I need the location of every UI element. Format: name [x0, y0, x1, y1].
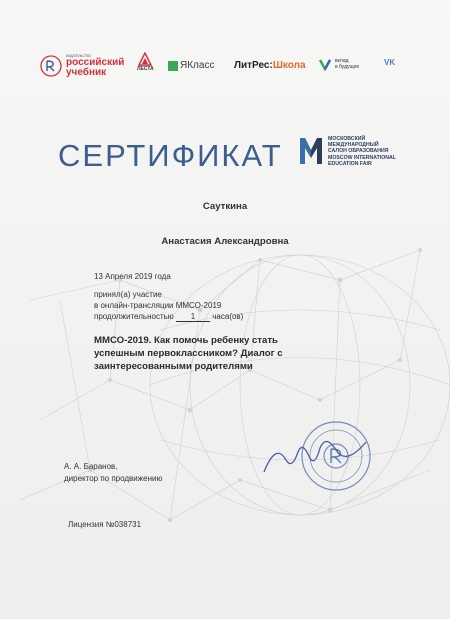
- duration-line: [94, 312, 243, 322]
- license-number: Лицензия №038731: [68, 520, 142, 529]
- participation-line-2: в онлайн-трансляции ММСО-2019: [94, 301, 222, 310]
- yaklass-logo: [168, 60, 214, 71]
- duration-value: 1: [176, 312, 210, 322]
- vklad-logo: [318, 57, 359, 71]
- yaklass-label: ЯКласс: [180, 60, 215, 71]
- lesta-icon: [138, 52, 152, 66]
- vk-logo: [384, 58, 395, 67]
- litres-logo: [234, 60, 306, 71]
- yaklass-icon: [168, 61, 178, 71]
- rossiysky-uchebnik-icon: [40, 55, 62, 77]
- event-date: 13 Апреля 2019 года: [94, 272, 171, 281]
- mmso-logo-icon: [299, 136, 323, 166]
- seal-icon: [302, 422, 370, 490]
- signature-and-seal: [256, 412, 386, 502]
- signer-block: [64, 461, 162, 485]
- event-title: ММСО-2019. Как помочь ребенку стать успешным первоклассником? Диалог с заинтересованными родителями: [94, 335, 283, 372]
- fair-line-1: МОСКОВСКИЙ: [328, 136, 366, 142]
- fair-line-3: САЛОН ОБРАЗОВАНИЯ: [328, 148, 389, 155]
- vklad-icon: [318, 57, 332, 71]
- lesta-label: ЛЕСТА: [137, 66, 154, 72]
- participation-line-1: принял(а) участие: [94, 290, 162, 299]
- partner-logos: [40, 52, 410, 82]
- vklad-line1: вклад: [335, 58, 349, 64]
- recipient-surname: Сауткина: [202, 201, 248, 212]
- litres-label-1: ЛитРес:: [234, 60, 273, 71]
- lesta-logo: [137, 52, 154, 72]
- vklad-line2: в будущее: [335, 64, 360, 70]
- litres-label-2: Школа: [272, 60, 306, 71]
- rossiysky-line1: российский: [66, 57, 125, 68]
- rossiysky-publisher-tag: ИЗДАТЕЛЬСТВО: [66, 54, 92, 58]
- duration-prefix: продолжительностью: [94, 312, 174, 321]
- signer-name: А. А. Баранов,: [64, 462, 118, 471]
- mmso-fair-name: [328, 136, 418, 167]
- certificate-title: СЕРТИФИКАТ: [58, 138, 283, 173]
- signer-role: директор по продвижению: [64, 474, 163, 483]
- duration-unit: часа(ов): [212, 312, 244, 321]
- handwritten-signature: [264, 441, 366, 472]
- recipient-given-names: Анастасия Александровна: [161, 236, 289, 247]
- rossiysky-uchebnik-logo: [40, 54, 124, 78]
- vk-icon: VK: [384, 58, 396, 67]
- fair-line-5: EDUCATION FAIR: [328, 160, 372, 167]
- fair-line-2: МЕЖДУНАРОДНЫЙ: [328, 142, 379, 149]
- rossiysky-line2: учебник: [66, 67, 107, 78]
- fair-line-4: MOSCOW INTERNATIONAL: [328, 154, 396, 161]
